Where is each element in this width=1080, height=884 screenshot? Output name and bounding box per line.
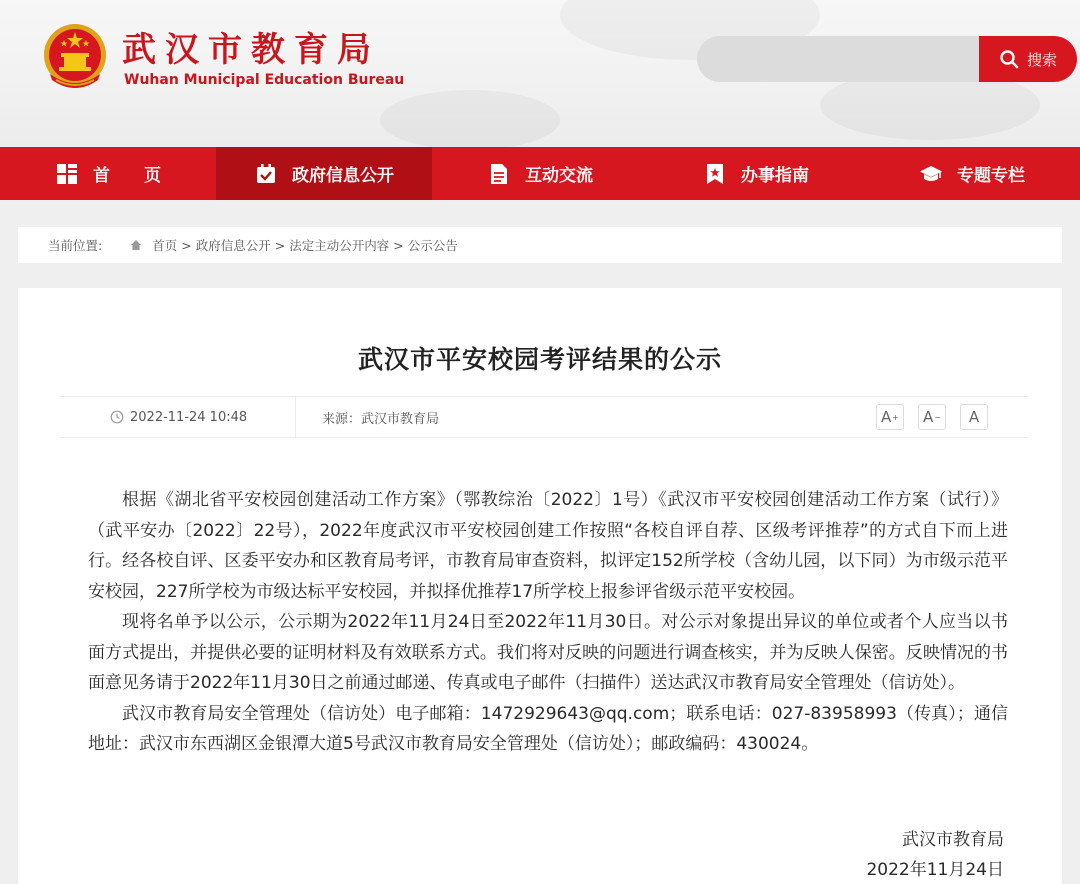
signature-date: 2022年11月24日 <box>866 860 1004 880</box>
breadcrumb-label: 当前位置: <box>48 238 103 253</box>
search-button[interactable] <box>979 36 1077 82</box>
main-nav <box>0 147 1080 200</box>
document-icon <box>487 162 511 186</box>
graduation-cap-icon <box>919 162 943 186</box>
breadcrumb-home[interactable]: 首页 <box>152 238 178 253</box>
article-paragraph: 根据《湖北省平安校园创建活动工作方案》（鄂教综治〔2022〕1号）《武汉市平安校园创建活动工作方案（试行）》（武平安办〔2022〕22号），2022年度武汉市平安校园创建工作按照“各校自评自荐、区级考评推荐”的方式自下而上进行。经各校自评、区委平安办和区教育局考评，市教育局审查资料，拟评定152所学校（含幼儿园，以下同）为市级示范平安校园，227所学校为市级达标平安校园，并拟择优推荐17所学校上报参评省级示范平安校园。 <box>88 490 1008 602</box>
national-emblem-icon <box>42 22 108 94</box>
home-icon <box>130 239 142 251</box>
nav-item-guide[interactable] <box>648 147 864 200</box>
nav-item-home[interactable] <box>0 147 216 200</box>
article-paragraph: 现将名单予以公示，公示期为2022年11月24日至2022年11月30日。对公示对象提出异议的单位或者个人应当以书面方式提出，并提供必要的证明材料及有效联系方式。我们将对反映的问题进行调查核实，并为反映人保密。反映情况的书面意见务请于2022年11月30日之前通过邮递、传真或电子邮件（扫描件）送达武汉市教育局安全管理处（信访处）。 <box>88 612 1008 693</box>
article-title: 武汉市平安校园考评结果的公示 <box>357 345 722 374</box>
nav-label: 互动交流 <box>525 166 593 186</box>
nav-label: 政府信息公开 <box>292 166 394 186</box>
search-input[interactable] <box>697 36 979 82</box>
publish-date <box>110 397 247 437</box>
breadcrumb-announcements[interactable]: 公示公告 <box>407 238 458 253</box>
article-paragraph: 武汉市教育局安全管理处（信访处）电子邮箱：1472929643@qq.com；联系电话：027-83958993（传真）；通信地址：武汉市东西湖区金银潭大道5号武汉市教育局安全管理处（信访处）；邮政编码：430024。 <box>88 703 1008 754</box>
nav-item-topics[interactable] <box>864 147 1080 200</box>
clock-icon <box>110 410 124 424</box>
font-size-reset-button[interactable]: A <box>960 404 988 430</box>
decorative-cloud <box>380 90 560 147</box>
font-size-decrease-button[interactable]: A − <box>918 404 946 430</box>
bookmark-star-icon <box>703 162 727 186</box>
breadcrumb <box>18 227 1062 263</box>
breadcrumb-gov-info[interactable]: 政府信息公开 <box>195 238 271 253</box>
article-container <box>18 288 1062 884</box>
article-body <box>88 485 1008 760</box>
site-title-cn: 武汉市教育局 <box>122 30 380 70</box>
breadcrumb-separator: > <box>181 237 192 253</box>
breadcrumb-separator: > <box>274 237 286 253</box>
search-icon <box>999 49 1019 69</box>
breadcrumb-legal-disclosure[interactable]: 法定主动公开内容 <box>289 238 390 253</box>
nav-label: 专题专栏 <box>957 166 1025 186</box>
nav-item-interaction[interactable] <box>432 147 648 200</box>
font-size-increase-button[interactable]: A + <box>876 404 904 430</box>
nav-label: 办事指南 <box>741 166 809 186</box>
article-source: 来源：武汉市教育局 <box>322 411 440 427</box>
checkbox-icon <box>254 162 278 186</box>
meta-divider <box>295 397 296 437</box>
article-signature <box>866 825 1004 884</box>
article-meta <box>60 396 1028 438</box>
nav-label: 首 页 <box>93 166 161 186</box>
home-grid-icon <box>55 162 79 186</box>
publish-date-text: 2022-11-24 10:48 <box>130 409 248 425</box>
site-header <box>0 0 1080 147</box>
nav-item-gov-info[interactable] <box>216 147 432 200</box>
site-title-en: Wuhan Municipal Education Bureau <box>124 72 405 88</box>
signature-org: 武汉市教育局 <box>902 830 1004 850</box>
search-button-label: 搜索 <box>1026 50 1057 69</box>
breadcrumb-separator: > <box>393 237 404 253</box>
